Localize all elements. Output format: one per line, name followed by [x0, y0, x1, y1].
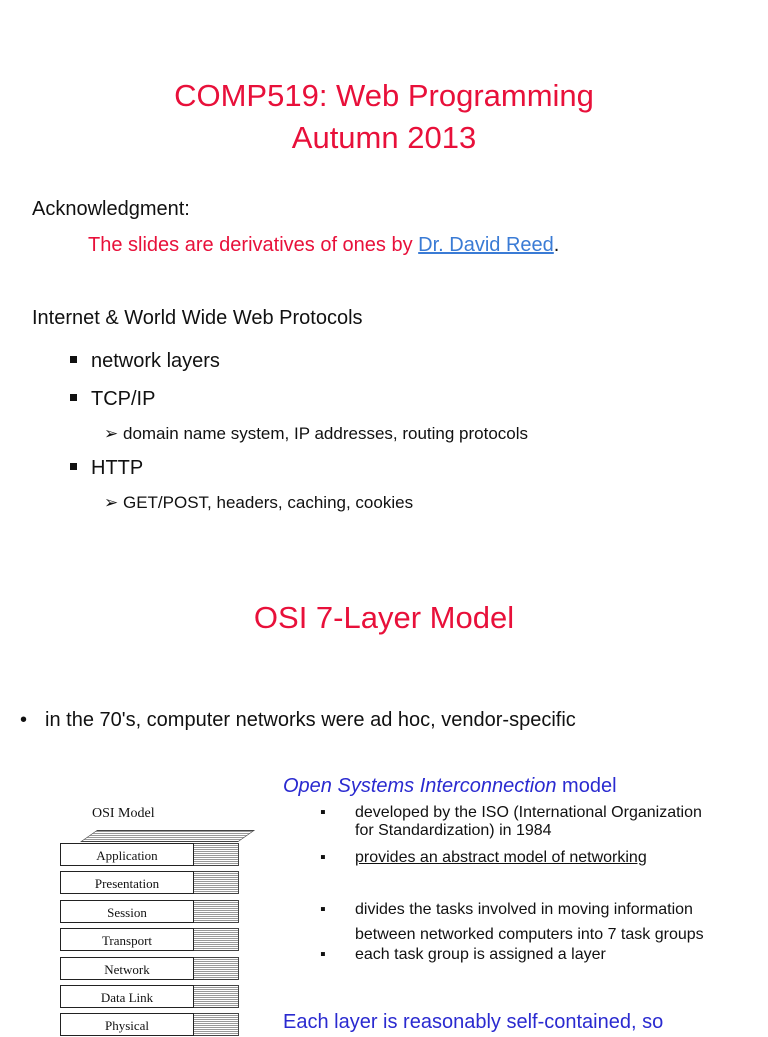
- osi-point-1: [320, 804, 710, 840]
- square-bullet-icon: [70, 394, 77, 401]
- slide1-title-line2: Autumn 2013: [291, 120, 477, 155]
- acknowledgment-text: [88, 234, 559, 257]
- intro-bullet: [20, 709, 576, 732]
- osi-point-4: [320, 946, 710, 964]
- osi-side-face: [193, 985, 239, 1008]
- osi-point-2: [320, 849, 710, 867]
- osi-top-face: [80, 830, 255, 842]
- osi-layer-network: Network: [60, 957, 194, 980]
- osi-layer-session: Session: [60, 900, 194, 923]
- square-bullet-icon: ▪: [320, 946, 326, 963]
- osi-layer-presentation: Presentation: [60, 871, 194, 894]
- bullet-label: TCP/IP: [91, 388, 156, 410]
- osi-footer-text: Each layer is reasonably self-contained, so: [283, 1011, 664, 1033]
- arrow-bullet-icon: ➢: [104, 493, 119, 512]
- osi-layer-transport: Transport: [60, 928, 194, 951]
- bullet-http: [70, 457, 143, 480]
- osi-point-text: provides an abstract model of networking: [355, 849, 647, 866]
- osi-layer-data-link: Data Link: [60, 985, 194, 1008]
- bullet-label: HTTP: [91, 457, 144, 479]
- square-bullet-icon: ▪: [320, 901, 326, 918]
- david-reed-link[interactable]: Dr. David Reed: [418, 234, 554, 256]
- osi-point-3: [320, 897, 710, 947]
- bullet-label: network layers: [91, 350, 220, 372]
- bullet-tcpip: [70, 388, 155, 411]
- osi-side-face: [193, 843, 239, 866]
- osi-heading-italic: Open Systems Interconnection: [283, 775, 557, 797]
- osi-side-face: [193, 928, 239, 951]
- osi-heading: [283, 775, 617, 798]
- ack-text: The slides are derivatives of ones by: [88, 234, 419, 256]
- section-heading: Internet & World Wide Web Protocols: [32, 307, 363, 329]
- square-bullet-icon: ▪: [320, 849, 326, 866]
- osi-side-face: [193, 1013, 239, 1036]
- sub-bullet-text: domain name system, IP addresses, routing protocols: [122, 424, 529, 443]
- osi-point-text: divides the tasks involved in moving information between networked computers into 7 task groups: [355, 901, 704, 943]
- slide2-title: OSI 7-Layer Model: [253, 600, 515, 635]
- osi-point-text: developed by the ISO (International Organization for Standardization) in 1984: [355, 804, 702, 839]
- osi-point-text: each task group is assigned a layer: [355, 946, 606, 963]
- bullet-network-layers: [70, 350, 220, 373]
- ack-end: .: [553, 234, 560, 256]
- square-bullet-icon: [70, 463, 77, 470]
- osi-side-face: [193, 957, 239, 980]
- osi-layer-physical: Physical: [60, 1013, 194, 1036]
- square-bullet-icon: ▪: [320, 804, 326, 821]
- intro-text: in the 70's, computer networks were ad hoc, vendor-specific: [45, 709, 576, 731]
- osi-heading-rest: model: [556, 775, 617, 797]
- slide1-title-line1: COMP519: Web Programming: [174, 78, 594, 113]
- osi-side-face: [193, 900, 239, 923]
- round-bullet-icon: •: [20, 709, 28, 731]
- osi-caption: OSI Model: [92, 806, 155, 821]
- acknowledgment-label: Acknowledgment:: [32, 198, 190, 220]
- sub-bullet-tcpip: [104, 424, 528, 444]
- sub-bullet-text: GET/POST, headers, caching, cookies: [122, 493, 414, 512]
- square-bullet-icon: [70, 356, 77, 363]
- osi-layer-application: Application: [60, 843, 194, 866]
- arrow-bullet-icon: ➢: [104, 424, 119, 443]
- osi-side-face: [193, 871, 239, 894]
- sub-bullet-http: [104, 493, 413, 513]
